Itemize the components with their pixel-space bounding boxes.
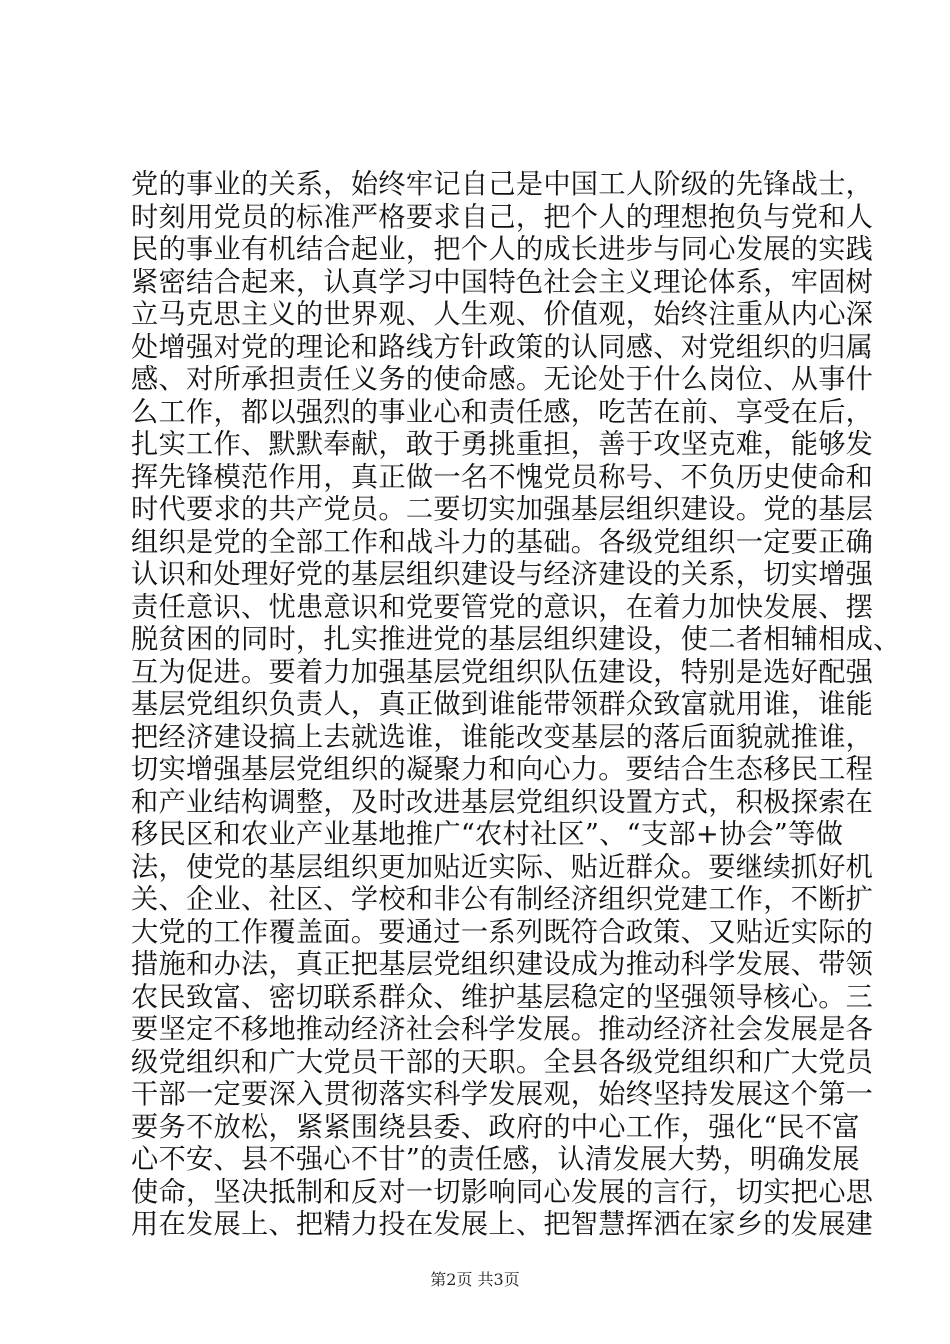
text-line: 和产业结构调整，及时改进基层党组织设置方式，积极探索在 — [131, 786, 874, 818]
text-line: 关、企业、社区、学校和非公有制经济组织党建工作，不断扩 — [131, 884, 874, 915]
text-line: 农民致富、密切联系群众、维护基层稳定的坚强领导核心。三 — [131, 981, 874, 1013]
text-line: 干部一定要深入贯彻落实科学发展观，始终坚持发展这个第一 — [131, 1079, 874, 1110]
text-line: 脱贫困的同时，扎实推进党的基层组织建设，使二者相辅相成、 — [131, 624, 901, 655]
text-line: 级党组织和广大党员干部的天职。全县各级党组织和广大党员 — [131, 1046, 874, 1078]
text-line: 民的事业有机结合起业，把个人的成长进步与同心发展的实践 — [131, 234, 874, 265]
text-line: 用在发展上、把精力投在发展上、把智慧挥洒在家乡的发展建 — [131, 1209, 874, 1240]
text-line: 时代要求的共产党员。二要切实加强基层组织建设。党的基层 — [131, 494, 874, 525]
body-text — [131, 169, 901, 1242]
text-line: 切实增强基层党组织的凝聚力和向心力。要结合生态移民工程 — [131, 754, 874, 785]
text-line: 扎实工作、默默奉献，敢于勇挑重担，善于攻坚克难，能够发 — [131, 429, 874, 460]
text-line: 责任意识、忧患意识和党要管党的意识，在着力加快发展、摆 — [131, 591, 874, 623]
text-line: 组织是党的全部工作和战斗力的基础。各级党组织一定要正确 — [131, 526, 874, 558]
text-line: 互为促进。要着力加强基层党组织队伍建设，特别是选好配强 — [131, 656, 874, 688]
text-line: 处增强对党的理论和路线方针政策的认同感、对党组织的归属 — [131, 331, 874, 363]
text-line: 立马克思主义的世界观、人生观、价值观，始终注重从内心深 — [131, 299, 874, 330]
text-line: 把经济建设搞上去就选谁，谁能改变基层的落后面貌就推谁， — [131, 721, 874, 753]
text-line: 党的事业的关系，始终牢记自己是中国工人阶级的先锋战士， — [131, 169, 874, 200]
text-line: 要坚定不移地推动经济社会科学发展。推动经济社会发展是各 — [131, 1014, 874, 1045]
text-line: 感、对所承担责任义务的使命感。无论处于什么岗位、从事什 — [131, 364, 874, 395]
text-line: 措施和办法，真正把基层党组织建设成为推动科学发展、带领 — [131, 949, 874, 980]
text-line: 法，使党的基层组织更加贴近实际、贴近群众。要继续抓好机 — [131, 851, 874, 883]
text-line: 紧密结合起来，认真学习中国特色社会主义理论体系，牢固树 — [131, 266, 874, 298]
text-line: 基层党组织负责人，真正做到谁能带领群众致富就用谁，谁能 — [131, 689, 874, 720]
text-line: 要务不放松，紧紧围绕县委、政府的中心工作，强化“民不富 — [131, 1111, 860, 1143]
text-line: 时刻用党员的标准严格要求自己，把个人的理想抱负与党和人 — [131, 201, 874, 233]
text-line: 心不安、县不强心不甘”的责任感，认清发展大势，明确发展 — [131, 1144, 860, 1175]
text-line: 挥先锋模范作用，真正做一名不愧党员称号、不负历史使命和 — [131, 461, 874, 493]
text-line: 大党的工作覆盖面。要通过一系列既符合政策、又贴近实际的 — [131, 916, 874, 948]
text-line: 么工作，都以强烈的事业心和责任感，吃苦在前、享受在后， — [131, 396, 874, 428]
text-line: 使命，坚决抵制和反对一切影响同心发展的言行，切实把心思 — [131, 1176, 874, 1208]
page-footer: 第2页 共3页 — [430, 1270, 520, 1289]
text-line: 认识和处理好党的基层组织建设与经济建设的关系，切实增强 — [131, 559, 874, 590]
text-line: 移民区和农业产业基地推广“农村社区”、“支部+协会”等做 — [131, 819, 844, 850]
